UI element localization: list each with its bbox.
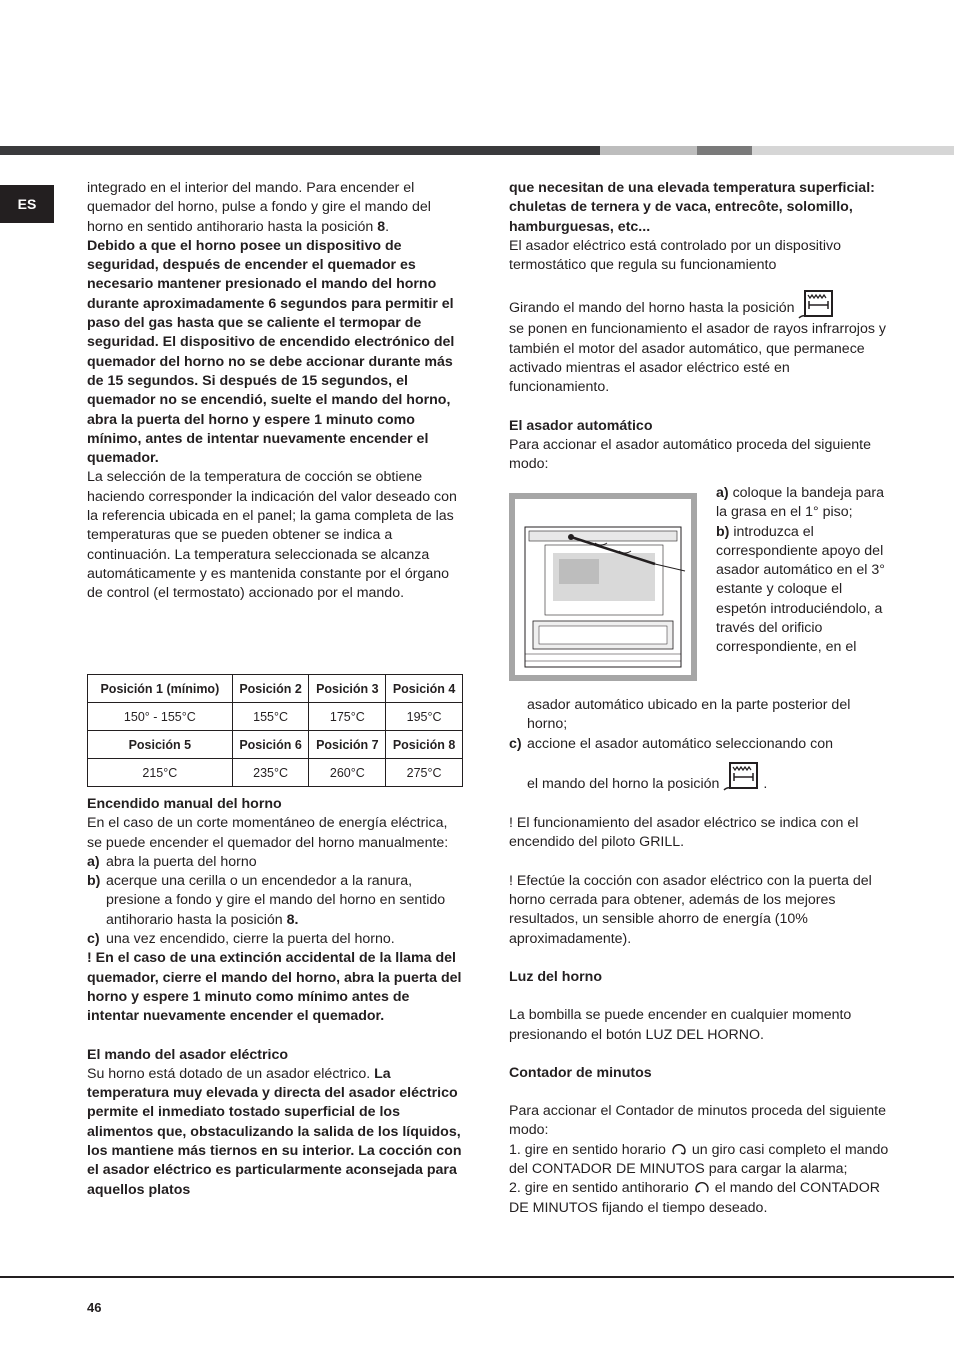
header-bar-segment-light <box>600 146 697 155</box>
table-header-cell: Posición 1 (mínimo) <box>88 675 233 703</box>
grill-thermostat-text: El asador eléctrico está controlado por un dispositivo termostático que regula su funcionamiento <box>509 237 842 274</box>
table-cell: 215°C <box>88 759 233 787</box>
footer-rule <box>0 1276 954 1278</box>
table-header-cell: Posición 3 <box>309 675 386 703</box>
oven-light-title: Luz del horno <box>509 968 602 985</box>
oven-drawing <box>515 499 691 675</box>
grill-position-paragraph: Girando el mando del horno hasta la posición se ponen en funcionamiento el asador de rayos infrarrojos y también el motor del asador automático, que permanece activado mientras el asador eléctrico esté en funcionamiento. <box>509 290 891 397</box>
step-c: c) accione el asador automático seleccionando con <box>509 735 834 752</box>
header-bar-segment-mid <box>697 146 752 155</box>
left-column <box>87 179 465 604</box>
table-cell: 260°C <box>309 759 386 787</box>
table-header-cell: Posición 8 <box>386 731 463 759</box>
table-cell: 275°C <box>386 759 463 787</box>
table-row <box>88 703 463 731</box>
closed-door-note: ! Efectúe la cocción con asador eléctrico con la puerta del horno cerrada para obtener, además de los mejores resultados, un sensible ahorro de energía (10% aproximadamente). <box>509 872 872 947</box>
step-a: a) coloque la bandeja para la grasa en el 1° piso; <box>716 485 885 521</box>
table-cell: 155°C <box>232 703 309 731</box>
step-b-continued: asador automático ubicado en la parte posterior del horno; <box>527 697 851 733</box>
auto-rotisserie-title: El asador automático <box>509 417 653 434</box>
left-column-lower <box>87 795 465 1200</box>
table-row <box>88 759 463 787</box>
minute-timer-step-2: 2. gire en sentido antihorario el mando del CONTADOR DE MINUTOS fijando el tiempo deseado. <box>509 1180 881 1216</box>
minute-timer-step-1: 1. gire en sentido horario un giro casi completo el mando del CONTADOR DE MINUTOS para cargar la alarma; <box>509 1141 889 1178</box>
grill-knob-title: El mando del asador eléctrico <box>87 1046 289 1063</box>
oven-light-paragraph: La bombilla se puede encender en cualquier momento presionando el botón LUZ DEL HORNO. <box>509 1007 852 1043</box>
table-row <box>88 675 463 703</box>
table-header-cell: Posición 4 <box>386 675 463 703</box>
table-header-cell: Posición 7 <box>309 731 386 759</box>
clockwise-arrow-icon <box>670 1142 688 1158</box>
minute-timer-title: Contador de minutos <box>509 1064 652 1081</box>
table-cell: 175°C <box>309 703 386 731</box>
manual-ignition-warning: ! En el caso de una extinción accidental de la llama del quemador, cierre el mando del horno, abra la puerta del horno y espere 1 minuto como mínimo antes de intentar nuevamente encender el quemador. <box>87 950 462 1025</box>
language-tab: ES <box>0 185 54 223</box>
temperature-paragraph: La selección de la temperatura de cocción se obtiene haciendo corresponder la indicación del valor deseado con la referencia ubicada en el panel; la gama completa de las temperaturas que se pueden obtener se indica a continuación. La temperatura seleccionada se alcanza automáticamente y es mantenida constante por el órgano de control (el termostato) accionado por el mando. <box>87 469 457 602</box>
grill-indicator-note: ! El funcionamiento del asador eléctrico se indica con el encendido del piloto GRILL. <box>509 815 859 851</box>
list-item: a) abra la puerta del horno <box>87 853 257 870</box>
table-row <box>88 731 463 759</box>
header-bar-segment-dark <box>0 146 600 155</box>
header-bar-segment-pale <box>752 146 954 155</box>
grill-continuation: que necesitan de una elevada temperatura superficial: chuletas de ternera y de vaca, entrecôte, solomillo, hamburguesas, etc... <box>509 180 875 235</box>
step-c-continued: el mando del horno la posición . <box>509 762 891 794</box>
counterclockwise-arrow-icon <box>693 1180 711 1196</box>
table-cell: 235°C <box>232 759 309 787</box>
temperature-table <box>87 674 463 787</box>
list-item: b) acerque una cerilla o un encendedor a la ranura, presione a fondo y gire el mando del horno en sentido antihorario hasta la posición 8. <box>87 873 446 928</box>
table-header-cell: Posición 5 <box>88 731 233 759</box>
auto-rotisserie-intro: Para accionar el asador automático proceda del siguiente modo: <box>509 436 872 473</box>
list-item: c) una vez encendido, cierre la puerta del horno. <box>87 931 395 948</box>
manual-ignition-intro: En el caso de un corte momentáneo de energía eléctrica, se puede encender el quemador del horno manualmente: <box>87 815 449 851</box>
table-header-cell: Posición 6 <box>232 731 309 759</box>
table-header-cell: Posición 2 <box>232 675 309 703</box>
manual-ignition-title: Encendido manual del horno <box>87 796 282 812</box>
right-column-lower <box>509 696 891 1218</box>
auto-rotisserie-steps <box>716 484 886 658</box>
table-cell: 195°C <box>386 703 463 731</box>
page-number: 46 <box>87 1300 102 1315</box>
rotisserie-grill-icon <box>798 290 834 320</box>
grill-knob-paragraph: Su horno está dotado de un asador eléctrico. La temperatura muy elevada y directa del asador eléctrico permite el inmediato tostado superficial de los alimentos que, obstaculizando la salida de los líquidos, los mantiene más tiernos en su interior. La cocción con el asador eléctrico es particularmente aconsejada para aquellos platos <box>87 1065 462 1198</box>
intro-paragraph: integrado en el interior del mando. Para encender el quemador del horno, pulse a fondo y gire el mando del horno en sentido antihorario hasta la posición 8. <box>87 180 431 235</box>
table-cell: 150° - 155°C <box>88 703 233 731</box>
header-bar <box>0 146 954 155</box>
oven-rotisserie-illustration <box>509 493 697 681</box>
rotisserie-grill-icon <box>723 762 759 792</box>
minute-timer-intro: Para accionar el Contador de minutos proceda del siguiente modo: <box>509 1103 886 1139</box>
safety-warning: Debido a que el horno posee un dispositivo de seguridad, después de encender el quemador es necesario mantener presionado el mando del horno durante aproximadamente 6 segundos para permitir el paso del gas hasta que se caliente el termopar de seguridad. El dispositivo de encendido electrónico del quemador del horno no se debe accionar durante más de 15 segundos. Si después de 15 segundos, el quemador no se encendió, suelte el mando del horno, abra la puerta del horno y espere 1 minuto como mínimo, antes de intentar nuevamente encender el quemador. <box>87 237 455 467</box>
step-b: b) introduzca el correspondiente apoyo del asador automático en el 3° estante y coloque el espetón introduciéndolo, a través del orificio correspondiente, en el <box>716 523 885 656</box>
right-column <box>509 179 891 475</box>
